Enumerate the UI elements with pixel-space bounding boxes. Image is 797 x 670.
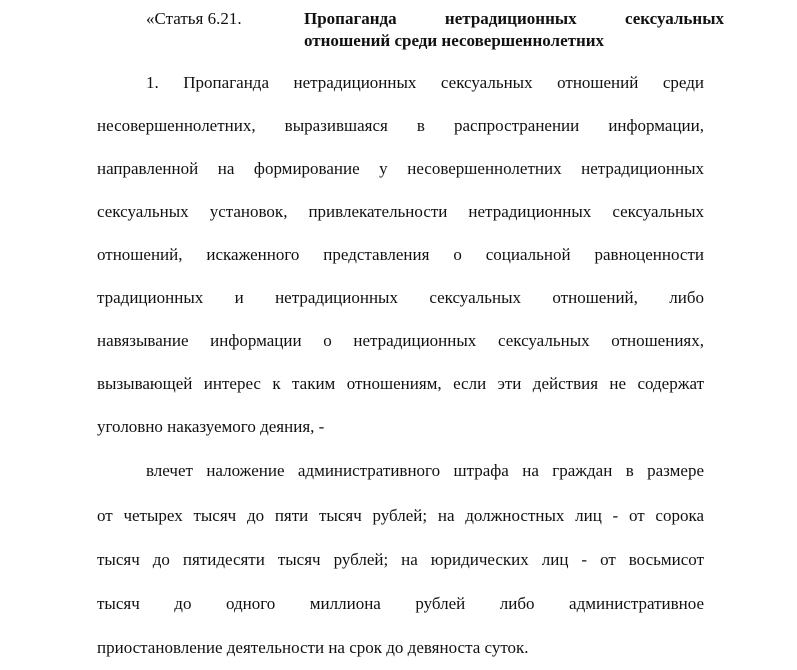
paragraph-2-line-3: тысяч до пятидесяти тысяч рублей; на юридических лиц - от восьмисот xyxy=(97,550,704,569)
paragraph-1-line-1: 1. Пропаганда нетрадиционных сексуальных отношений среди xyxy=(146,73,704,92)
paragraph-2-line-5: приостановление деятельности на срок до девяноста суток. xyxy=(97,638,529,657)
paragraph-1-line-8: вызывающей интерес к таким отношениям, если эти действия не содержат xyxy=(97,374,704,393)
paragraph-1-line-3: направленной на формирование у несовершеннолетних нетрадиционных xyxy=(97,159,704,178)
paragraph-1-line-2: несовершеннолетних, выразившаяся в распространении информации, xyxy=(97,116,704,135)
article-number: «Статья 6.21. xyxy=(146,9,242,28)
article-heading xyxy=(146,8,726,54)
paragraph-2-line-4: тысяч до одного миллиона рублей либо административное xyxy=(97,594,704,613)
article-title-line-2: отношений среди несовершеннолетних xyxy=(304,31,605,50)
paragraph-1-line-7: навязывание информации о нетрадиционных сексуальных отношениях, xyxy=(97,331,704,350)
paragraph-1-line-5: отношений, искаженного представления о социальной равноценности xyxy=(97,245,704,264)
paragraph-1-line-6: традиционных и нетрадиционных сексуальных отношений, либо xyxy=(97,288,704,307)
paragraph-2-line-1: влечет наложение административного штрафа на граждан в размере xyxy=(146,461,704,480)
paragraph-1-line-4: сексуальных установок, привлекательности нетрадиционных сексуальных xyxy=(97,202,704,221)
article-title-line-1: Пропаганда нетрадиционных сексуальных xyxy=(304,9,724,28)
article-title xyxy=(304,8,724,52)
paragraph-1-line-9: уголовно наказуемого деяния, - xyxy=(97,417,325,436)
paragraph-2-line-2: от четырех тысяч до пяти тысяч рублей; на должностных лиц - от сорока xyxy=(97,506,704,525)
